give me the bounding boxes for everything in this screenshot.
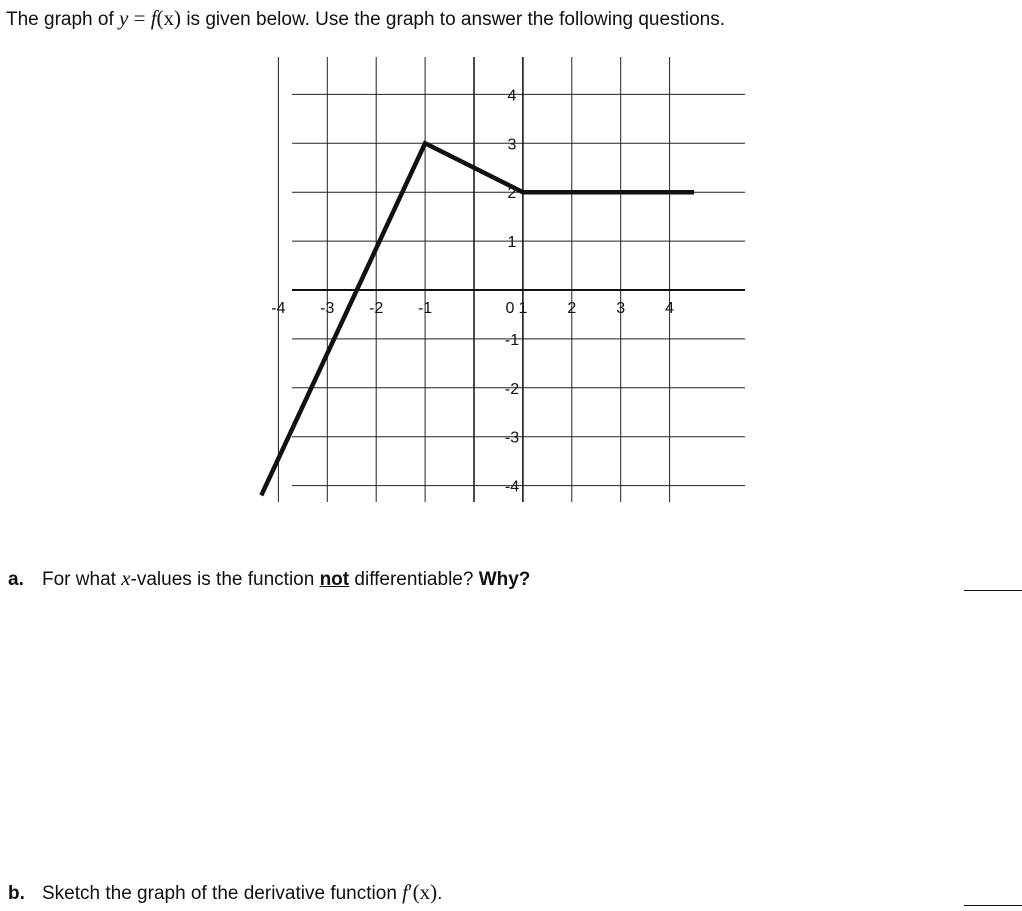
question-a: [8, 566, 530, 591]
question-b-period: .: [437, 883, 443, 904]
x-tick-label: -4: [271, 300, 286, 317]
question-a-text-2: -values is the function: [130, 569, 320, 590]
question-a-math-x: x: [121, 566, 131, 590]
x-tick-labels: [271, 300, 674, 317]
answer-line-b[interactable]: [964, 905, 1022, 906]
question-a-emphasis-not: not: [319, 569, 350, 590]
question-a-label: a.: [8, 569, 24, 590]
y-tick-label: 2: [507, 185, 517, 203]
prompt-math-y: y: [119, 6, 129, 30]
question-a-text-3: differentiable?: [349, 569, 479, 590]
y-tick-label: 4: [507, 87, 517, 105]
y-tick-label: 1: [507, 234, 517, 252]
function-curve: [261, 143, 694, 495]
function-curve-group: [261, 143, 694, 495]
question-b: [8, 880, 442, 905]
question-b-label: b.: [8, 883, 25, 904]
x-tick-label: -3: [320, 300, 335, 317]
y-tick-labels: [505, 87, 519, 495]
x-tick-label: 1: [518, 300, 528, 317]
answer-line-a[interactable]: [964, 590, 1022, 591]
problem-prompt: [6, 6, 725, 31]
prompt-math-f: f: [150, 6, 157, 30]
question-b-math-prime: ′(x): [408, 880, 438, 904]
question-a-text-1: For what: [42, 569, 122, 590]
y-tick-label: -1: [504, 331, 520, 349]
x-tick-label: 2: [567, 300, 577, 317]
y-tick-label: -3: [504, 429, 520, 447]
x-tick-label: 4: [665, 300, 675, 317]
question-b-math-f: f: [402, 880, 409, 904]
question-b-text: Sketch the graph of the derivative function: [42, 883, 403, 904]
x-tick-label: 0: [505, 300, 515, 317]
y-tick-label: -2: [504, 380, 520, 398]
x-tick-label: -1: [417, 300, 433, 317]
prompt-text-start: The graph of: [6, 9, 120, 30]
y-tick-label: -4: [504, 478, 520, 496]
y-tick-label: 3: [507, 136, 517, 154]
prompt-text-end: is given below. Use the graph to answer the following questions.: [181, 9, 725, 30]
x-tick-label: -2: [369, 300, 384, 317]
prompt-math-equals: =: [128, 6, 151, 30]
x-tick-label: 3: [616, 300, 626, 317]
question-a-why: Why?: [478, 569, 531, 590]
prompt-math-arg: (x): [156, 6, 182, 30]
